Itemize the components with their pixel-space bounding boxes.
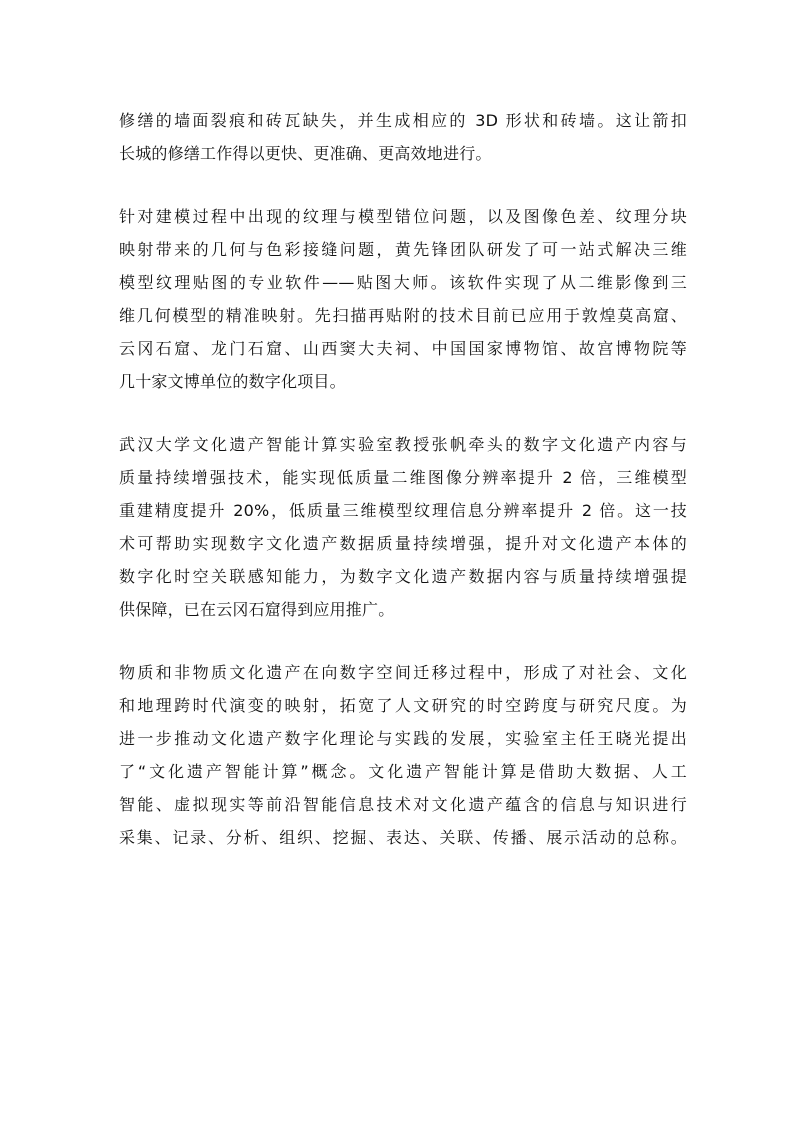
text-line: 云冈石窟、龙门石窟、山西窦大夫祠、中国国家博物馆、故宫博物院等 bbox=[119, 339, 687, 358]
paragraph-great-wall-restoration bbox=[119, 104, 687, 170]
text-line: 物质和非物质文化遗产在向数字空间迁移过程中，形成了对社会、文化 bbox=[119, 663, 687, 682]
text-line: 和地理跨时代演变的映射，拓宽了人文研究的时空跨度与研究尺度。为 bbox=[119, 696, 687, 715]
text-line: 采集、记录、分析、组织、挖掘、表达、关联、传播、展示活动的总称。 bbox=[119, 828, 687, 847]
text-line: 模型纹理贴图的专业软件——贴图大师。该软件实现了从二维影像到三 bbox=[119, 273, 687, 292]
text-line: 重建精度提升 20%，低质量三维模型纹理信息分辨率提升 2 倍。这一技 bbox=[119, 501, 687, 520]
text-line: 长城的修缮工作得以更快、更准确、更高效地进行。 bbox=[119, 144, 492, 163]
text-line: 针对建模过程中出现的纹理与模型错位问题，以及图像色差、纹理分块 bbox=[119, 207, 687, 226]
text-line: 几十家文博单位的数字化项目。 bbox=[119, 372, 346, 391]
text-line: 术可帮助实现数字文化遗产数据质量持续增强，提升对文化遗产本体的 bbox=[119, 534, 687, 553]
document-body bbox=[119, 104, 687, 884]
text-line: 质量持续增强技术，能实现低质量二维图像分辨率提升 2 倍，三维模型 bbox=[119, 468, 687, 487]
paragraph-texture-mapping-master bbox=[119, 200, 687, 398]
text-line: 供保障，已在云冈石窟得到应用推广。 bbox=[119, 600, 395, 619]
text-line: 映射带来的几何与色彩接缝问题，黄先锋团队研发了可一站式解决三维 bbox=[119, 240, 687, 259]
text-line: 维几何模型的精准映射。先扫描再贴附的技术目前已应用于敦煌莫高窟、 bbox=[119, 306, 687, 325]
paragraph-heritage-intelligent-computing bbox=[119, 656, 687, 854]
text-line: 了“文化遗产智能计算”概念。文化遗产智能计算是借助大数据、人工 bbox=[119, 762, 687, 781]
text-line: 进一步推动文化遗产数字化理论与实践的发展，实验室主任王晓光提出 bbox=[119, 729, 687, 748]
text-line: 数字化时空关联感知能力，为数字文化遗产数据内容与质量持续增强提 bbox=[119, 567, 687, 586]
text-line: 武汉大学文化遗产智能计算实验室教授张帆牵头的数字文化遗产内容与 bbox=[119, 435, 687, 454]
text-line: 修缮的墙面裂痕和砖瓦缺失，并生成相应的 3D 形状和砖墙。这让箭扣 bbox=[119, 111, 687, 130]
paragraph-quality-enhancement bbox=[119, 428, 687, 626]
text-line: 智能、虚拟现实等前沿智能信息技术对文化遗产蕴含的信息与知识进行 bbox=[119, 795, 687, 814]
